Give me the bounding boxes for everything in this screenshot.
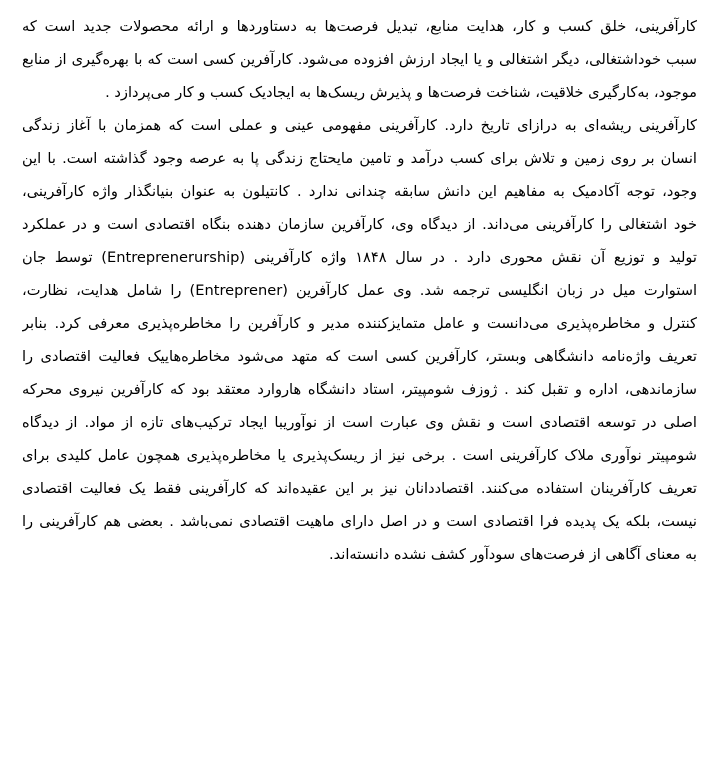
text-line: کنترل و مخاطره‌پذیری می‌دانست و عامل متمایزکننده مدیر و کارآفرین را مخاطره‌پذیری معرفی کرد. بنابر (22, 315, 697, 332)
text-line: موجود، به‌کارگیری خلاقیت، شناخت فرصت‌ها و پذیرش ریسک‌ها به ایجادیک کسب و کار می‌پردازد . (105, 84, 697, 101)
text-line: اصلی در توسعه اقتصادی است و نقش وی عبارت است از نوآوریبا ایجاد ترکیب‌های تازه از مواد. از دیدگاه (22, 414, 697, 431)
text-line: تعریف کارآفرینان استفاده می‌کنند. اقتصاددانان نیز بر این عقیده‌اند که کارآفرینی فقط یک فعالیت اقتصادی (22, 480, 697, 497)
body-paragraph (22, 10, 697, 571)
text-line: به معنای آگاهی از فرصت‌های سودآور کشف نشده دانسته‌اند. (328, 546, 697, 563)
text-line: خود اشتغالی را کارآفرینی می‌داند. از دیدگاه وی، کارآفرین سازمان دهنده بنگاه اقتصادی است و در عملکرد (22, 216, 697, 233)
text-line: انسان بر روی زمین و تلاش برای کسب درآمد و تامین مایحتاج زندگی پا به عرصه وجود گذاشته است. با این (22, 150, 697, 167)
text-line: وجود، توجه آکادمیک به مفاهیم این دانش سابقه چندانی ندارد . کانتیلون به عنوان بنیانگذار واژه کارآفرینی، (22, 183, 697, 200)
text-line: نیست، بلکه یک پدیده فرا اقتصادی است و در اصل دارای ماهیت اقتصادی نمی‌باشد . بعضی هم کارآفرینی را (22, 513, 697, 530)
text-line: سبب خوداشتغالی، دیگر اشتغالی و یا ایجاد ارزش افزوده می‌شود. کارآفرین کسی است که با بهره‌گیری از منابع (22, 51, 697, 68)
text-line: سازماندهی، اداره و تقبل کند . ژوزف شومپیتر، استاد دانشگاه هاروارد معتقد بود که کارآفرین نیروی محرکه (22, 381, 697, 398)
text-line: تعریف واژه‌نامه دانشگاهی وبستر، کارآفرین کسی است که متهد می‌شود مخاطره‌هاییک فعالیت اقتصادی را (22, 348, 697, 365)
text-line: کارآفرینی ریشه‌ای به درازای تاریخ دارد. کارآفرینی مفهومی عینی و عملی است که همزمان با آغاز زندگی (22, 117, 697, 134)
text-line: کارآفرینی، خلق کسب و کار، هدایت منابع، تبدیل فرصت‌ها به دستاوردها و ارائه محصولات جدید است که (22, 18, 697, 35)
text-line: تولید و توزیع آن نقش محوری دارد . در سال ۱۸۴۸ واژه کارآفرینی (Entreprenerurship) توسط جان (22, 249, 697, 266)
text-line: شومپیتر نوآوری ملاک کارآفرینی است . برخی نیز از ریسک‌پذیری یا مخاطره‌پذیری همچون عامل کلیدی برای (22, 447, 697, 464)
text-line: استوارت میل در زبان انگلیسی ترجمه شد. وی عمل کارآفرین (Entreprener) را شامل هدایت، نظارت، (22, 282, 697, 299)
